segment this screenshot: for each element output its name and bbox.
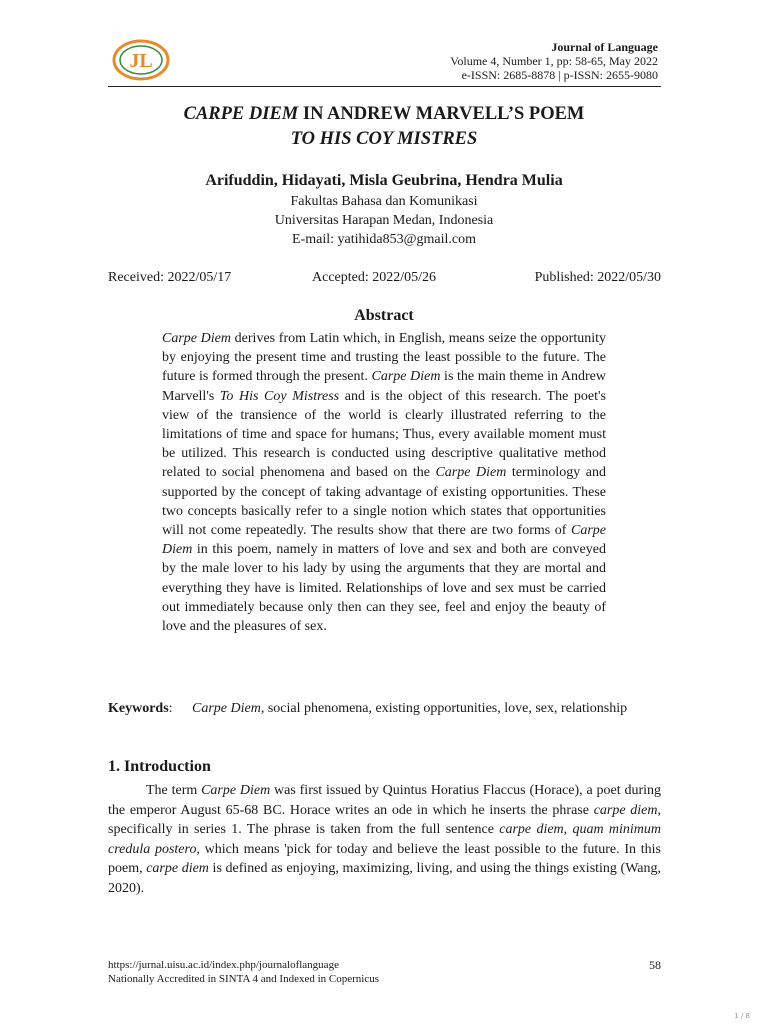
intro-term: carpe diem xyxy=(146,861,209,877)
title-term: CARPE DIEM xyxy=(183,104,299,124)
abstract-part: in this poem, namely in matters of love and sex and both are conveyed by the male lover to his lady by using the arguments that they are mortal and everything they have is limited. Relationships of love and sex must be carried out immediately because only then can they see, feel and enjoy the beauty of love and the pleasures of sex. xyxy=(162,542,606,635)
affiliation-university: Universitas Harapan Medan, Indonesia xyxy=(274,213,494,228)
published-date: Published: 2022/05/30 xyxy=(534,270,661,285)
abstract-term: Carpe Diem xyxy=(371,369,441,385)
footer-url[interactable]: https://jurnal.uisu.ac.id/index.php/journaloflanguage xyxy=(108,959,339,971)
keywords-rest: social phenomena, existing opportunities, love, sex, relationship xyxy=(264,701,628,716)
abstract-part: derives from Latin which, in English, means seize the opportunity by enjoying the present time and trusting the least possible to the future. The future is formed through the present. xyxy=(162,331,606,385)
journal-name: Journal of Language xyxy=(551,40,658,54)
title-line1: IN ANDREW MARVELL’S POEM xyxy=(298,104,585,124)
abstract-term: Carpe Diem xyxy=(435,465,507,481)
paper-title xyxy=(0,102,768,152)
intro-part: is defined as enjoying, maximizing, living, and using the things existing (Wang, 2020). xyxy=(108,861,662,896)
journal-info xyxy=(450,40,658,82)
received-date: Received: 2022/05/17 xyxy=(108,270,232,285)
abstract-part: terminology and supported by the concept of taking advantage of existing opportunities. These two concepts basically refer to a single notion which states that opportunities will not come repeatedly. The results show that there are two forms of xyxy=(162,465,606,539)
page-number: 58 xyxy=(649,958,661,972)
author-email: E-mail: yatihida853@gmail.com xyxy=(292,232,476,247)
journal-volume: Volume 4, Number 1, pp: 58-65, May 2022 xyxy=(450,54,658,68)
affiliation-faculty: Fakultas Bahasa dan Komunikasi xyxy=(290,194,478,209)
viewer-page-indicator: 1 / 8 xyxy=(734,1012,750,1020)
intro-part: , which means 'pick for today and believe the least possible to the future. In this poem, xyxy=(108,841,661,877)
intro-part: was first issued by Quintus Horatius Flaccus (Horace), a poet during the emperor August 65-68 BC. Horace writes an ode in which he inserts the phrase xyxy=(108,783,662,818)
section-heading-introduction: 1. Introduction xyxy=(108,758,211,775)
keywords-label: Keywords: xyxy=(108,701,173,716)
page-footer xyxy=(108,958,661,986)
svg-text:JL: JL xyxy=(129,50,153,72)
accepted-date: Accepted: 2022/05/26 xyxy=(312,270,437,285)
footer-accreditation: Nationally Accredited in SINTA 4 and Indexed in Copernicus xyxy=(108,973,379,985)
intro-part: , specifically in series 1. The phrase is taken from the full sentence xyxy=(108,802,662,838)
title-line2: TO HIS COY MISTRES xyxy=(290,129,478,149)
intro-term: Carpe Diem xyxy=(201,783,271,798)
abstract-part: is the main theme in Andrew Marvell's xyxy=(162,369,606,404)
abstract-poem: To His Coy Mistress xyxy=(219,388,340,404)
keywords-term: Carpe Diem, xyxy=(192,701,265,716)
intro-part: The term xyxy=(146,783,202,798)
intro-term: carpe diem xyxy=(593,802,658,818)
journal-logo xyxy=(110,38,172,82)
introduction-text xyxy=(108,781,661,899)
abstract-heading: Abstract xyxy=(354,307,414,324)
abstract-text xyxy=(162,329,606,636)
header-rule xyxy=(108,86,661,87)
authors: Arifuddin, Hidayati, Misla Geubrina, Hendra Mulia xyxy=(205,172,563,189)
intro-latin: carpe diem, quam minimum credula postero xyxy=(108,822,662,857)
keywords-list xyxy=(192,699,661,718)
abstract-term: Carpe Diem xyxy=(162,523,606,558)
abstract-part: and is the object of this research. The poet's view of the transience of the world is clearly illustrated referring to the limitations of time and space for humans; Thus, every available moment must be utilized. This research is conducted using descriptive qualitative method related to social phenomena and based on the xyxy=(162,388,606,481)
journal-issn: e-ISSN: 2685-8878 | p-ISSN: 2655-9080 xyxy=(461,68,658,82)
abstract-term: Carpe Diem xyxy=(162,331,231,346)
